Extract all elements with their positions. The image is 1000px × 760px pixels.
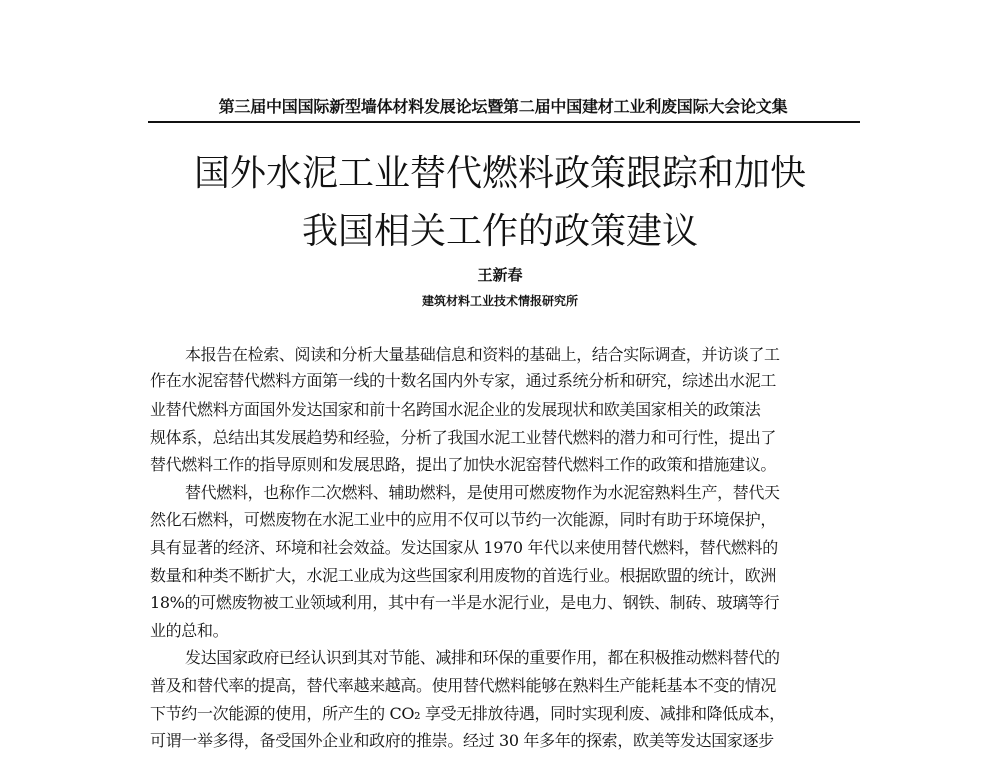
running-header: 第三届中国国际新型墙体材料发展论坛暨第二届中国建材工业利废国际大会论文集 (218, 97, 788, 116)
header-rule (148, 121, 860, 123)
body-line: 规体系，总结出其发展趋势和经验，分析了我国水泥工业替代燃料的潜力和可行性，提出了 (150, 428, 777, 447)
body-line: 替代燃料，也称作二次燃料、辅助燃料，是使用可燃废物作为水泥窑熟料生产，替代天 (185, 483, 780, 502)
body-line: 数量和种类不断扩大，水泥工业成为这些国家利用废物的首选行业。根据欧盟的统计，欧洲 (150, 566, 777, 585)
body-line: 普及和替代率的提高，替代率越来越高。使用替代燃料能够在熟料生产能耗基本不变的情况 (150, 676, 777, 695)
body-line: 业的总和。 (150, 621, 229, 640)
body-line: 替代燃料工作的指导原则和发展思路，提出了加快水泥窑替代燃料工作的政策和措施建议。 (150, 455, 777, 474)
author-name: 王新春 (477, 266, 523, 284)
body-line: 作在水泥窑替代燃料方面第一线的十数名国内外专家，通过系统分析和研究，综述出水泥工 (150, 371, 777, 390)
body-line: 本报告在检索、阅读和分析大量基础信息和资料的基础上，结合实际调查，并访谈了工 (185, 345, 780, 364)
body-line: 可谓一举多得，备受国外企业和政府的推崇。经过 30 年多年的探索，欧美等发达国家逐步 (150, 731, 774, 750)
author-affiliation: 建筑材料工业技术情报研究所 (421, 294, 578, 308)
body-line: 然化石燃料，可燃废物在水泥工业中的应用不仅可以节约一次能源，同时有助于环境保护， (150, 510, 777, 529)
body-line: 18%的可燃废物被工业领域利用，其中有一半是水泥行业，是电力、钢铁、制砖、玻璃等行 (150, 593, 780, 612)
body-line: 发达国家政府已经认识到其对节能、减排和环保的重要作用，都在积极推动燃料替代的 (185, 648, 780, 667)
paper-title-line-1: 国外水泥工业替代燃料政策跟踪和加快 (193, 153, 806, 194)
body-line: 下节约一次能源的使用，所产生的 CO₂ 享受无排放待遇，同时实现利废、减排和降低成本， (150, 704, 785, 723)
paper-title-line-2: 我国相关工作的政策建议 (301, 211, 698, 252)
body-line: 业替代燃料方面国外发达国家和前十名跨国水泥企业的发展现状和欧美国家相关的政策法 (150, 400, 761, 419)
body-line: 具有显著的经济、环境和社会效益。发达国家从 1970 年代以来使用替代燃料，替代燃料的 (150, 538, 778, 557)
